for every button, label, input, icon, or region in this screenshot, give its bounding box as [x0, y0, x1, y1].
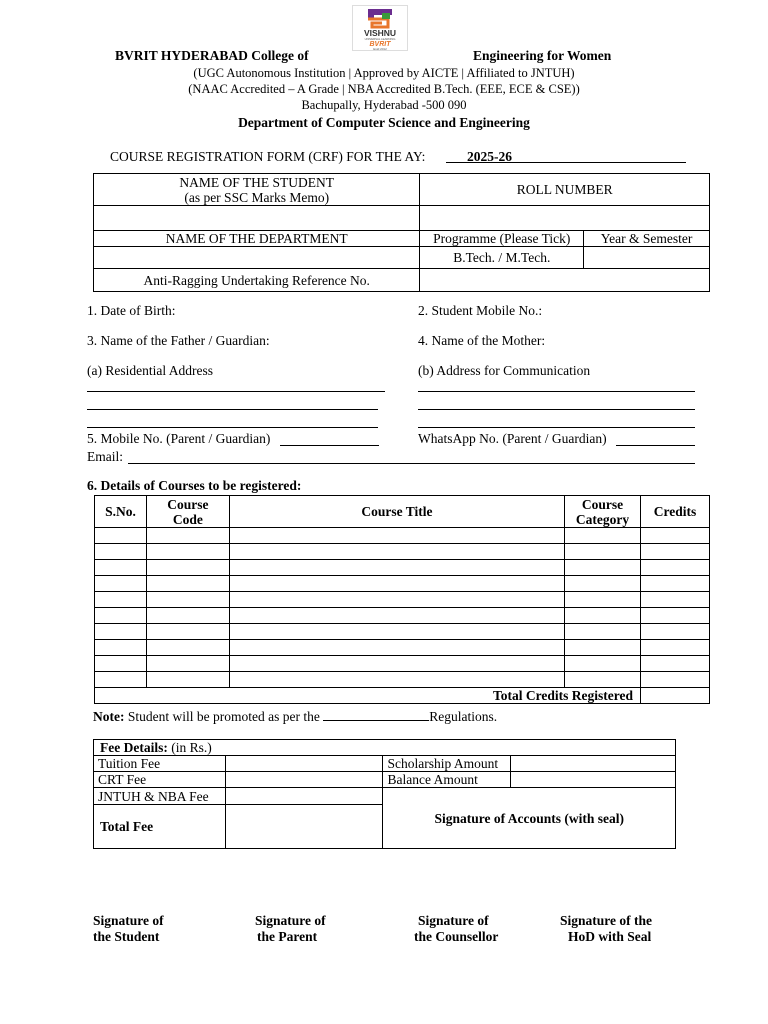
communication-address-line-2[interactable]: [418, 409, 695, 410]
residential-address-line-3[interactable]: [87, 427, 378, 428]
fee-details-unit: (in Rs.): [167, 740, 212, 755]
hod-signature-line-2: HoD with Seal: [568, 929, 652, 944]
total-credits-label: Total Credits Registered: [95, 688, 641, 704]
course-category-cell[interactable]: [565, 608, 641, 624]
scholarship-label: Scholarship Amount: [383, 756, 511, 772]
scholarship-field[interactable]: [511, 756, 676, 772]
sno-cell[interactable]: [95, 544, 147, 560]
email-label: Email:: [87, 449, 123, 464]
course-row: [95, 528, 710, 544]
parent-signature: [255, 913, 326, 945]
sno-cell[interactable]: [95, 528, 147, 544]
header-line-2: (NAAC Accredited – A Grade | NBA Accredited B.Tech. (EEE, ECE & CSE)): [188, 82, 580, 96]
roll-number-header: ROLL NUMBER: [420, 174, 710, 206]
course-code-cell[interactable]: [146, 624, 229, 640]
course-title-cell[interactable]: [229, 528, 564, 544]
counsellor-signature: [414, 913, 498, 945]
col-course-category-line-1: Course: [581, 496, 624, 512]
year-semester-field[interactable]: [584, 247, 710, 269]
balance-label: Balance Amount: [383, 772, 511, 788]
whatsapp-field[interactable]: [616, 445, 695, 446]
credits-cell[interactable]: [641, 672, 710, 688]
parent-mobile-field[interactable]: [280, 445, 379, 446]
logo-brand-est: Estd 2012: [373, 47, 387, 51]
course-code-cell[interactable]: [146, 576, 229, 592]
communication-address-label: (b) Address for Communication: [418, 363, 591, 378]
anti-ragging-label: Anti-Ragging Undertaking Reference No.: [94, 269, 420, 292]
jntuh-nba-fee-label: JNTUH & NBA Fee: [94, 788, 226, 805]
communication-address-line-3[interactable]: [418, 427, 695, 428]
year-semester-header: Year & Semester: [584, 231, 710, 247]
header-line-1: (UGC Autonomous Institution | Approved by AICTE | Affiliated to JNTUH): [193, 66, 575, 80]
course-row: [95, 640, 710, 656]
course-row: [95, 624, 710, 640]
programme-options[interactable]: B.Tech. / M.Tech.: [420, 247, 584, 269]
tuition-fee-field[interactable]: [225, 756, 383, 772]
sno-cell[interactable]: [95, 576, 147, 592]
dob-label: 1. Date of Birth:: [87, 303, 176, 318]
course-row: [95, 560, 710, 576]
course-code-cell[interactable]: [146, 672, 229, 688]
roll-number-field[interactable]: [420, 206, 710, 231]
course-category-cell[interactable]: [565, 640, 641, 656]
course-title-cell[interactable]: [229, 672, 564, 688]
credits-cell[interactable]: [641, 576, 710, 592]
credits-cell[interactable]: [641, 528, 710, 544]
mother-name-label: 4. Name of the Mother:: [418, 333, 546, 348]
college-name-right: Engineering for Women: [473, 48, 612, 63]
courses-table: [94, 495, 710, 704]
student-name-header: [94, 174, 420, 206]
sno-cell[interactable]: [95, 672, 147, 688]
header-line-3: Bachupally, Hyderabad -500 090: [301, 98, 467, 112]
course-category-cell[interactable]: [565, 592, 641, 608]
col-course-code: [146, 496, 229, 528]
hod-signature-line-1: Signature of the: [560, 913, 653, 928]
counsellor-signature-line-2: the Counsellor: [414, 929, 499, 944]
total-fee-field[interactable]: [225, 805, 383, 849]
course-row: [95, 656, 710, 672]
student-signature: [93, 913, 164, 945]
parent-signature-line-1: Signature of: [255, 913, 326, 928]
course-title-cell[interactable]: [229, 544, 564, 560]
course-category-cell[interactable]: [565, 656, 641, 672]
course-code-cell[interactable]: [146, 656, 229, 672]
course-category-cell[interactable]: [565, 544, 641, 560]
course-row: [95, 672, 710, 688]
student-name-sublabel: (as per SSC Marks Memo): [184, 189, 330, 205]
course-category-cell[interactable]: [565, 672, 641, 688]
course-code-cell[interactable]: [146, 560, 229, 576]
residential-address-line-1[interactable]: [87, 391, 385, 392]
sno-cell[interactable]: [95, 624, 147, 640]
fee-details-table: [93, 739, 676, 849]
balance-field[interactable]: [511, 772, 676, 788]
whatsapp-label: WhatsApp No. (Parent / Guardian): [418, 431, 607, 446]
department-name-header: NAME OF THE DEPARTMENT: [94, 231, 420, 247]
anti-ragging-field[interactable]: [420, 269, 710, 292]
email-field[interactable]: [128, 463, 695, 464]
note-label: Note:: [93, 709, 125, 724]
total-credits-field[interactable]: [641, 688, 710, 704]
accounts-signature-label: Signature of Accounts (with seal): [383, 788, 676, 849]
course-title-cell[interactable]: [229, 560, 564, 576]
student-name-label: NAME OF THE STUDENT: [179, 174, 335, 190]
credits-cell[interactable]: [641, 608, 710, 624]
courses-section-title: 6. Details of Courses to be registered:: [87, 478, 302, 493]
jntuh-nba-fee-field[interactable]: [225, 788, 383, 805]
student-signature-line-2: the Student: [93, 929, 160, 944]
residential-address-label: (a) Residential Address: [87, 363, 213, 378]
total-fee-label: Total Fee: [94, 805, 226, 849]
sno-cell[interactable]: [95, 560, 147, 576]
course-code-cell[interactable]: [146, 544, 229, 560]
department-name-field[interactable]: [94, 247, 420, 269]
course-category-cell[interactable]: [565, 560, 641, 576]
sno-cell[interactable]: [95, 640, 147, 656]
course-title-cell[interactable]: [229, 576, 564, 592]
crt-fee-label: CRT Fee: [94, 772, 226, 788]
col-course-category: [565, 496, 641, 528]
col-course-code-line-2: Code: [172, 511, 203, 527]
logo-brand-sub: UNIVERSAL LEARNING: [364, 37, 396, 41]
parent-mobile-label: 5. Mobile No. (Parent / Guardian): [87, 431, 271, 446]
fee-details-header: [94, 740, 676, 756]
residential-address-line-2[interactable]: [87, 409, 378, 410]
course-code-cell[interactable]: [146, 640, 229, 656]
student-info-table: [93, 173, 710, 292]
col-course-title: Course Title: [229, 496, 564, 528]
course-row: [95, 544, 710, 560]
credits-cell[interactable]: [641, 560, 710, 576]
course-category-cell[interactable]: [565, 624, 641, 640]
student-name-field[interactable]: [94, 206, 420, 231]
credits-cell[interactable]: [641, 624, 710, 640]
col-course-code-line-1: Course: [167, 496, 209, 512]
department-title: Department of Computer Science and Engineering: [238, 115, 530, 130]
credits-cell[interactable]: [641, 592, 710, 608]
course-row: [95, 576, 710, 592]
course-code-cell[interactable]: [146, 592, 229, 608]
note-text-after: Regulations.: [429, 709, 498, 724]
course-row: [95, 608, 710, 624]
promotion-note: [93, 709, 497, 725]
logo-brand-mid: BVRIT: [369, 41, 391, 48]
credits-cell[interactable]: [641, 656, 710, 672]
course-row: [95, 592, 710, 608]
course-code-cell[interactable]: [146, 608, 229, 624]
form-title-prefix: COURSE REGISTRATION FORM (CRF) FOR THE AY:: [110, 149, 426, 164]
col-sno: S.No.: [95, 496, 147, 528]
course-title-cell[interactable]: [229, 592, 564, 608]
college-name-left: BVRIT HYDERABAD College of: [115, 48, 309, 63]
academic-year: 2025-26: [467, 149, 512, 164]
sno-cell[interactable]: [95, 608, 147, 624]
communication-address-line-1[interactable]: [418, 391, 695, 392]
course-title-cell[interactable]: [229, 624, 564, 640]
course-category-cell[interactable]: [565, 576, 641, 592]
sno-cell[interactable]: [95, 592, 147, 608]
course-code-cell[interactable]: [146, 528, 229, 544]
note-text-before: Student will be promoted as per the: [124, 709, 324, 724]
logo-brand-top: VISHNU: [363, 28, 397, 38]
form-title: [110, 149, 425, 165]
student-mobile-label: 2. Student Mobile No.:: [418, 303, 543, 318]
fee-details-title: Fee Details:: [100, 740, 168, 755]
course-title-cell[interactable]: [229, 640, 564, 656]
vishnu-bvrit-logo-icon: [352, 5, 408, 51]
crt-fee-field[interactable]: [225, 772, 383, 788]
col-course-category-line-2: Category: [575, 511, 630, 527]
course-rows: [95, 528, 710, 688]
sno-cell[interactable]: [95, 656, 147, 672]
student-signature-line-1: Signature of: [93, 913, 164, 928]
col-credits: Credits: [641, 496, 710, 528]
regulations-field[interactable]: [323, 709, 429, 721]
college-logo: [352, 5, 408, 51]
credits-cell[interactable]: [641, 544, 710, 560]
course-title-cell[interactable]: [229, 656, 564, 672]
course-title-cell[interactable]: [229, 608, 564, 624]
course-category-cell[interactable]: [565, 528, 641, 544]
father-name-label: 3. Name of the Father / Guardian:: [87, 333, 270, 348]
credits-cell[interactable]: [641, 640, 710, 656]
counsellor-signature-line-1: Signature of: [418, 913, 489, 928]
hod-signature: [560, 913, 652, 945]
tuition-fee-label: Tuition Fee: [94, 756, 226, 772]
programme-header: Programme (Please Tick): [420, 231, 584, 247]
parent-signature-line-2: the Parent: [257, 929, 318, 944]
